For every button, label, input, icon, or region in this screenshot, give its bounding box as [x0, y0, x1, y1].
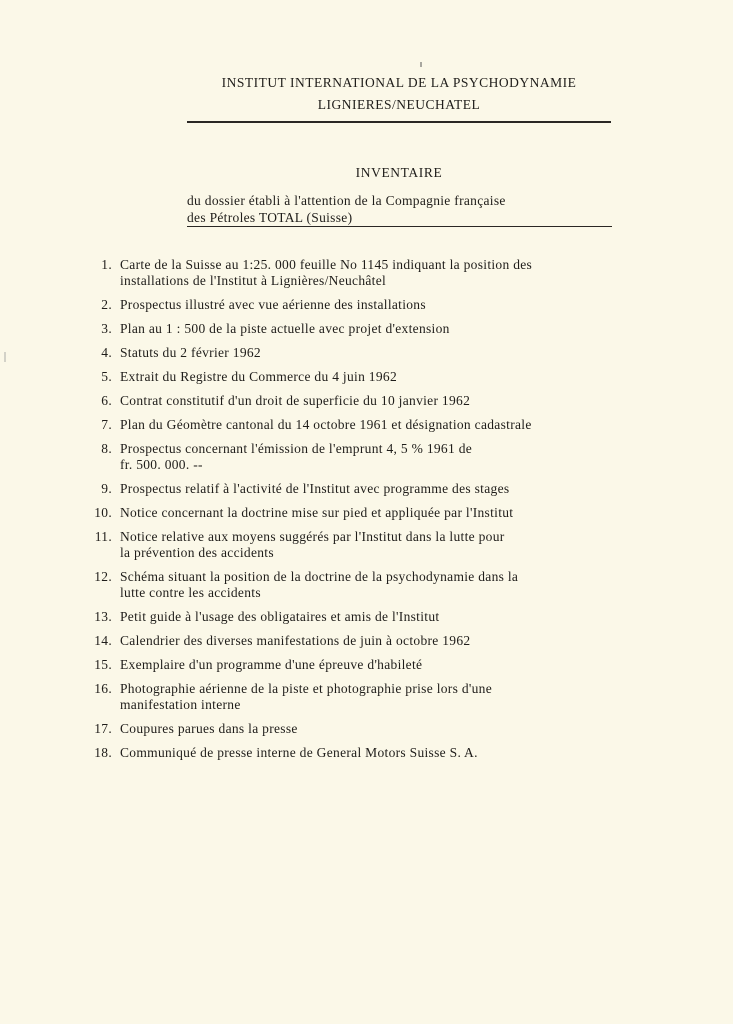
- item-text: Prospectus concernant l'émission de l'emprunt 4, 5 % 1961 de: [120, 441, 473, 456]
- list-item: [80, 609, 680, 625]
- item-text: Petit guide à l'usage des obligataires et amis de l'Institut: [120, 609, 440, 624]
- letterhead: [187, 72, 611, 116]
- item-number: 18.: [94, 745, 112, 760]
- list-item: [80, 369, 680, 385]
- header-divider: [187, 121, 611, 123]
- item-text: Prospectus illustré avec vue aérienne des installations: [120, 297, 426, 312]
- paper-mark: [4, 352, 6, 362]
- item-text: Prospectus relatif à l'activité de l'Institut avec programme des stages: [120, 481, 510, 496]
- list-item: [80, 417, 680, 433]
- list-item: [80, 345, 680, 361]
- item-number: 16.: [94, 681, 112, 696]
- inventory-list: [80, 257, 680, 769]
- list-item: [80, 321, 680, 337]
- list-item: [80, 441, 680, 473]
- item-number: 15.: [94, 657, 112, 672]
- item-text: Coupures parues dans la presse: [120, 721, 298, 736]
- list-item: [80, 633, 680, 649]
- item-text-continued: installations de l'Institut à Lignières/Neuchâtel: [120, 273, 387, 288]
- item-text: Statuts du 2 février 1962: [120, 345, 261, 360]
- item-text-continued: lutte contre les accidents: [120, 585, 261, 600]
- item-number: 7.: [101, 417, 112, 432]
- item-number: 9.: [101, 481, 112, 496]
- item-number: 11.: [94, 529, 112, 544]
- item-number: 17.: [94, 721, 112, 736]
- list-item: [80, 481, 680, 497]
- list-item: [80, 393, 680, 409]
- list-item: [80, 257, 680, 289]
- paper-mark: [420, 62, 422, 67]
- page-subtitle: [187, 192, 617, 226]
- item-text-continued: fr. 500. 000. --: [120, 457, 203, 472]
- item-text: Plan du Géomètre cantonal du 14 octobre 1961 et désignation cadastrale: [120, 417, 532, 432]
- item-text: Communiqué de presse interne de General Motors Suisse S. A.: [120, 745, 478, 760]
- item-number: 10.: [94, 505, 112, 520]
- item-number: 14.: [94, 633, 112, 648]
- item-text: Photographie aérienne de la piste et photographie prise lors d'une: [120, 681, 492, 696]
- list-item: [80, 657, 680, 673]
- item-number: 6.: [101, 393, 112, 408]
- item-number: 4.: [101, 345, 112, 360]
- item-number: 1.: [101, 257, 112, 272]
- item-number: 12.: [94, 569, 112, 584]
- item-text-continued: la prévention des accidents: [120, 545, 274, 560]
- item-text-continued: manifestation interne: [120, 697, 241, 712]
- item-text: Carte de la Suisse au 1:25. 000 feuille No 1145 indiquant la position des: [120, 257, 533, 272]
- page-title: INVENTAIRE: [355, 165, 443, 180]
- list-item: [80, 681, 680, 713]
- item-text: Contrat constitutif d'un droit de superficie du 10 janvier 1962: [120, 393, 471, 408]
- item-number: 2.: [101, 297, 112, 312]
- item-text: Plan au 1 : 500 de la piste actuelle avec projet d'extension: [120, 321, 450, 336]
- subtitle-line: des Pétroles TOTAL (Suisse): [187, 210, 353, 225]
- list-item: [80, 721, 680, 737]
- item-number: 5.: [101, 369, 112, 384]
- item-number: 8.: [101, 441, 112, 456]
- list-item: [80, 745, 680, 761]
- item-text: Calendrier des diverses manifestations de juin à octobre 1962: [120, 633, 471, 648]
- list-item: [80, 569, 680, 601]
- list-item: [80, 297, 680, 313]
- subtitle-line: du dossier établi à l'attention de la Compagnie française: [187, 193, 506, 208]
- item-text: Notice relative aux moyens suggérés par l'Institut dans la lutte pour: [120, 529, 505, 544]
- item-number: 3.: [101, 321, 112, 336]
- item-text: Extrait du Registre du Commerce du 4 juin 1962: [120, 369, 398, 384]
- institute-name: INSTITUT INTERNATIONAL DE LA PSYCHODYNAMIE: [221, 75, 577, 90]
- item-text: Notice concernant la doctrine mise sur pied et appliquée par l'Institut: [120, 505, 514, 520]
- item-text: Exemplaire d'un programme d'une épreuve d'habileté: [120, 657, 423, 672]
- list-item: [80, 529, 680, 561]
- subtitle-underline: [187, 226, 612, 227]
- list-item: [80, 505, 680, 521]
- item-text: Schéma situant la position de la doctrine de la psychodynamie dans la: [120, 569, 519, 584]
- institute-location: LIGNIERES/NEUCHATEL: [317, 97, 481, 112]
- item-number: 13.: [94, 609, 112, 624]
